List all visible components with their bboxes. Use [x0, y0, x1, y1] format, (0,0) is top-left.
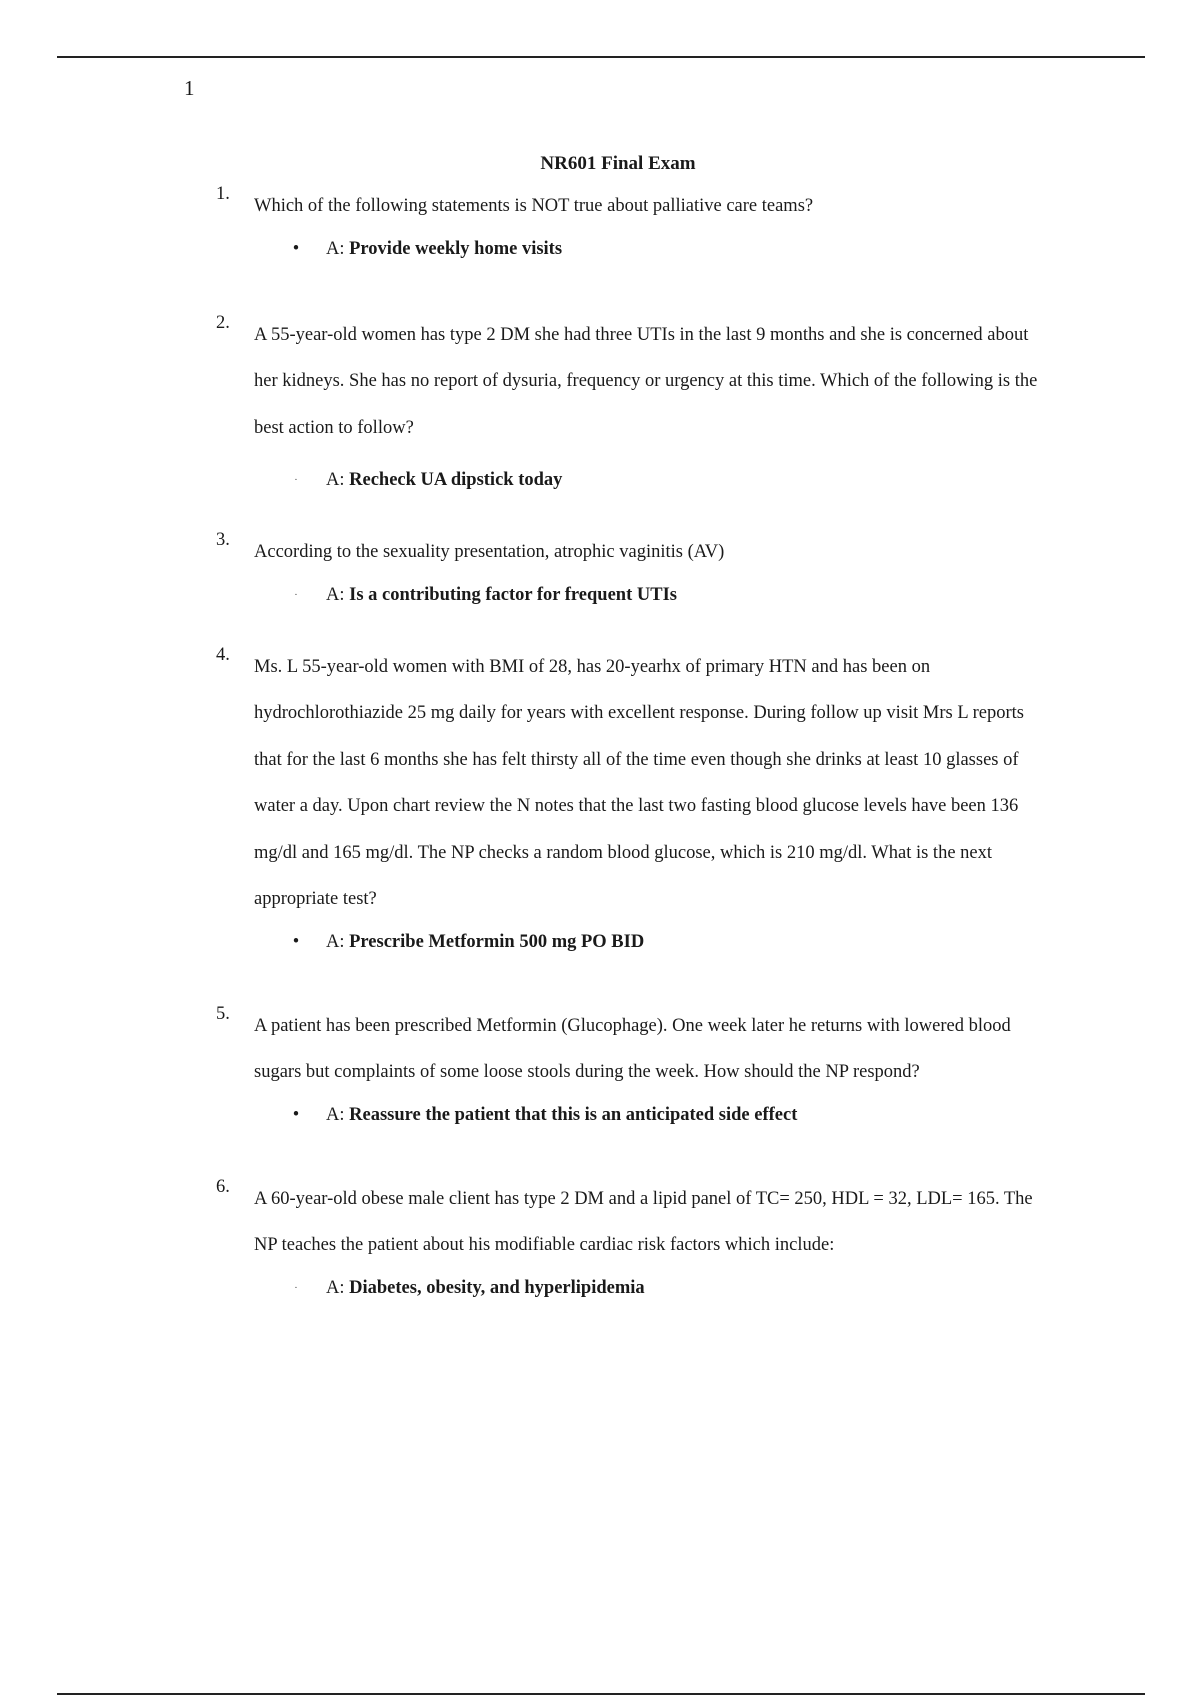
- answer-label: A:: [326, 470, 345, 490]
- question-text: Ms. L 55-year-old women with BMI of 28, has 20-yearhx of primary HTN and has been on hydrochlorothiazide 25 mg daily for years with excellent response. During follow up visit Mrs L reports that for the last 6 months she has felt thirsty all of the time even though she drinks at least 10 glasses of water a day. Upon chart review the N notes that the last two fasting blood glucose levels have been 136 mg/dl and 165 mg/dl. The NP checks a random blood glucose, which is 210 mg/dl. What is the next appropriate test?: [254, 656, 1024, 909]
- page-number: 1: [184, 76, 195, 100]
- answer-text: Diabetes, obesity, and hyperlipidemia: [349, 1277, 645, 1298]
- answer-line: [0, 1102, 1050, 1128]
- footer-rule: [57, 1693, 1145, 1695]
- answer-line: [0, 467, 1050, 493]
- header-rule: [57, 56, 1145, 58]
- answer-text: Is a contributing factor for frequent UTIs: [349, 584, 677, 605]
- question-list: [0, 184, 1200, 1301]
- question-number: 4.: [216, 644, 230, 665]
- answer-line: [0, 929, 1050, 955]
- answer-text: Prescribe Metformin 500 mg PO BID: [349, 931, 645, 952]
- question-item: [0, 183, 1200, 262]
- answer-text: Recheck UA dipstick today: [349, 470, 563, 490]
- answer-line: [0, 582, 1050, 608]
- answer-text: Provide weekly home visits: [349, 238, 563, 259]
- answer-label: A:: [326, 584, 345, 605]
- question-number: 5.: [216, 1003, 230, 1024]
- question-number: 1.: [216, 184, 230, 204]
- question-item: [0, 1003, 1200, 1128]
- question-item: [0, 1176, 1200, 1301]
- bullet-icon: ·: [294, 474, 298, 486]
- question-number: 6.: [216, 1176, 230, 1197]
- answer-label: A:: [326, 1277, 345, 1298]
- question-text: A patient has been prescribed Metformin (Glucophage). One week later he returns with lowered blood sugars but complaints of some loose stools during the week. How should the NP respond?: [254, 1015, 1011, 1082]
- question-number: 3.: [216, 530, 230, 550]
- question-item: [0, 312, 1200, 494]
- bullet-icon: ·: [294, 588, 298, 601]
- question-item: [0, 529, 1200, 608]
- bullet-icon: •: [292, 931, 300, 952]
- bullet-icon: •: [292, 1104, 300, 1125]
- answer-text: Reassure the patient that this is an anticipated side effect: [349, 1104, 798, 1125]
- question-item: [0, 644, 1200, 955]
- document-title: NR601 Final Exam: [540, 153, 696, 174]
- question-text: A 55-year-old women has type 2 DM she had three UTIs in the last 9 months and she is concerned about her kidneys. She has no report of dysuria, frequency or urgency at this time. Which of the following is the best action to follow?: [254, 324, 1038, 438]
- answer-line: [0, 1275, 1050, 1301]
- question-number: 2.: [216, 312, 230, 333]
- answer-line: [0, 236, 1050, 262]
- question-text: Which of the following statements is NOT true about palliative care teams?: [254, 196, 814, 216]
- question-text: According to the sexuality presentation, atrophic vaginitis (AV): [254, 542, 725, 562]
- answer-label: A:: [326, 1104, 345, 1125]
- question-text: A 60-year-old obese male client has type 2 DM and a lipid panel of TC= 250, HDL = 32, LDL= 165. The NP teaches the patient about his modifiable cardiac risk factors which include:: [254, 1188, 1033, 1255]
- bullet-icon: •: [292, 238, 300, 259]
- answer-label: A:: [326, 931, 345, 952]
- bullet-icon: ·: [294, 1281, 298, 1294]
- answer-label: A:: [326, 238, 345, 259]
